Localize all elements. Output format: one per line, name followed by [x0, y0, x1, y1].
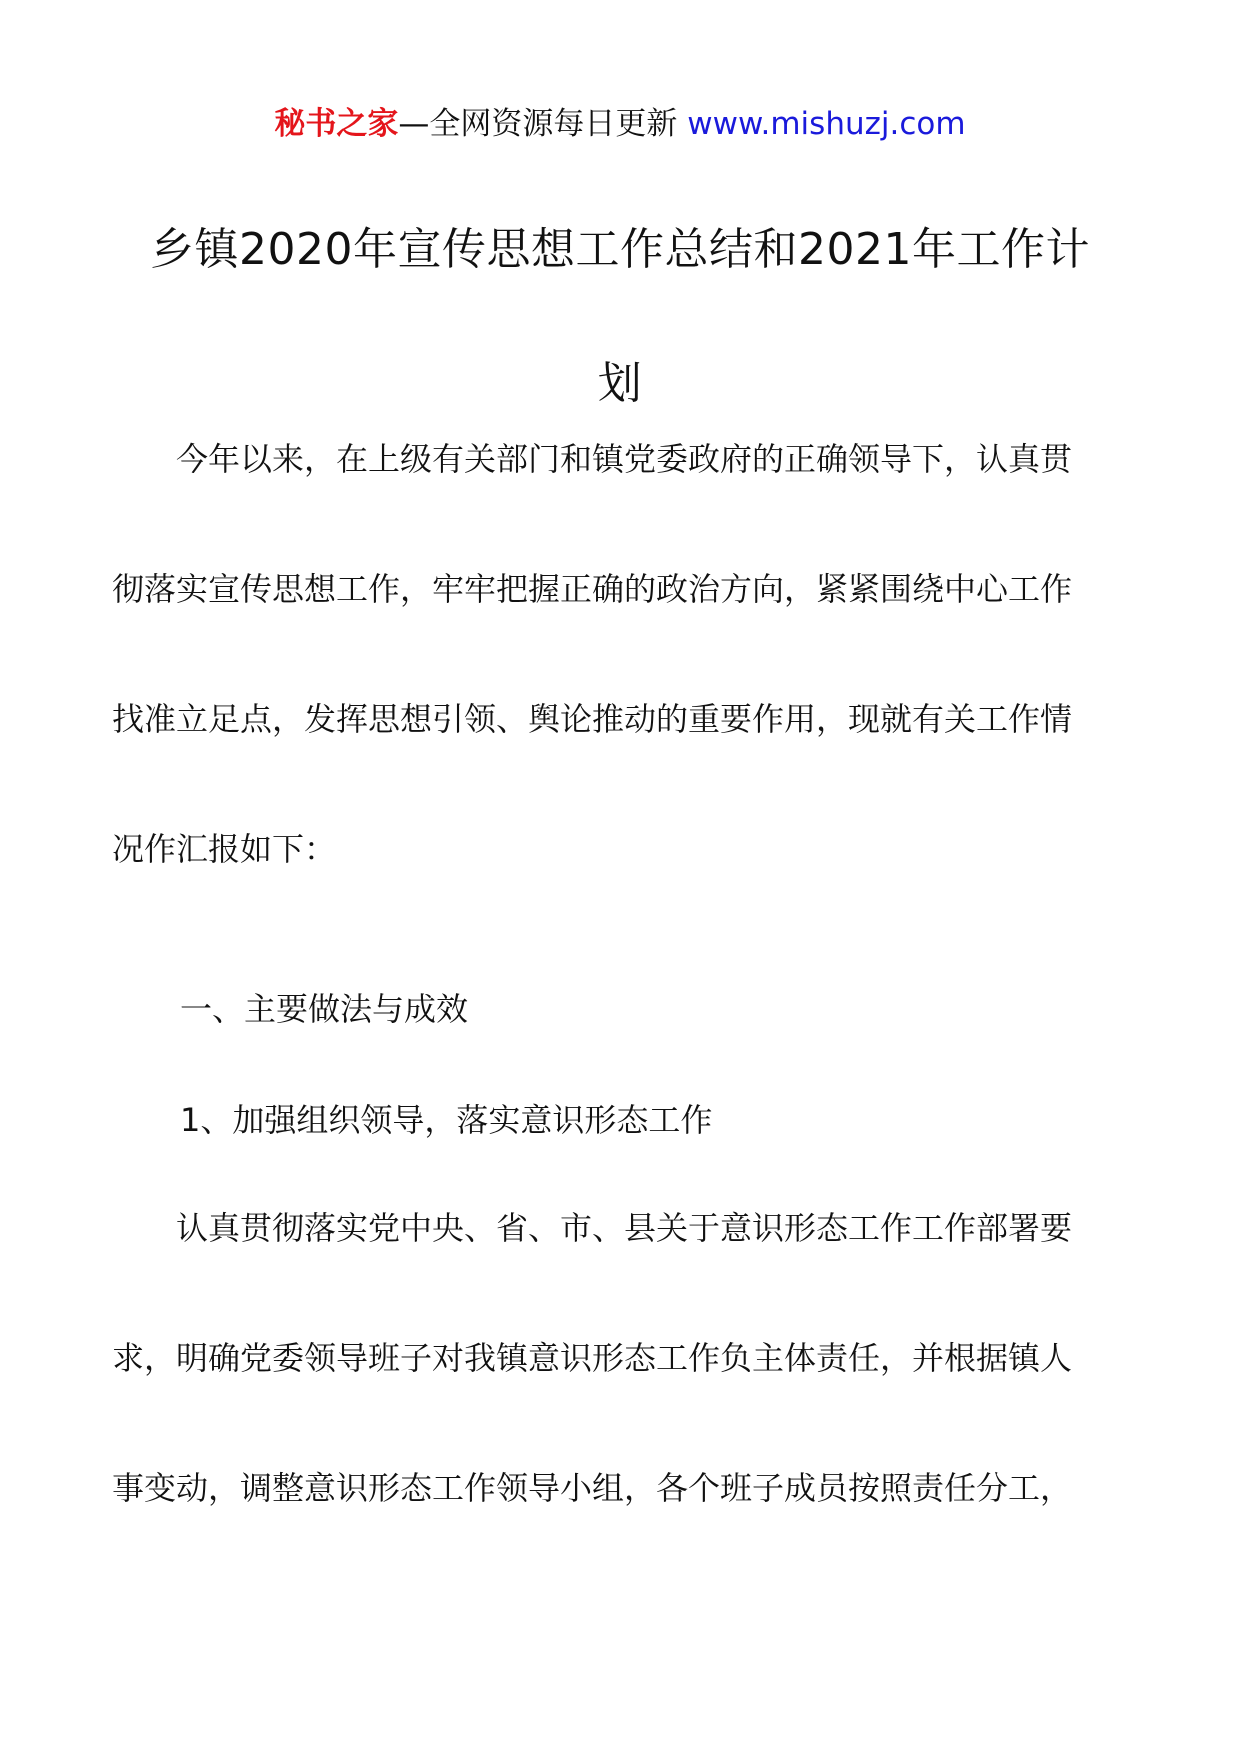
- paragraph-line: 今年以来，在上级有关部门和镇党委政府的正确领导下，认真贯: [112, 440, 1073, 478]
- paragraph-line: 事变动，调整意识形态工作领导小组，各个班子成员按照责任分工，: [112, 1469, 1073, 1507]
- paragraph-line: 彻落实宣传思想工作，牢牢把握正确的政治方向，紧紧围绕中心工作: [112, 570, 1073, 608]
- site-url-link[interactable]: www.mishuzj.com: [687, 106, 966, 142]
- intro-paragraph: [112, 394, 1128, 914]
- paragraph-line: 认真贯彻落实党中央、省、市、县关于意识形态工作工作部署要: [112, 1209, 1073, 1247]
- title-line: 划: [597, 358, 643, 409]
- subsection-heading: 1、加强组织领导，落实意识形态工作: [180, 1101, 713, 1139]
- title-line: 乡镇2020年宣传思想工作总结和2021年工作计: [150, 224, 1090, 275]
- site-header: [0, 100, 1240, 148]
- body-paragraph: [112, 1163, 1128, 1553]
- brand-name: 秘书之家: [274, 106, 399, 142]
- section-heading: 一、主要做法与成效: [180, 990, 469, 1028]
- paragraph-line: 况作汇报如下：: [112, 830, 337, 868]
- header-tagline: —全网资源每日更新: [398, 106, 688, 142]
- paragraph-line: 找准立足点，发挥思想引领、舆论推动的重要作用，现就有关工作情: [112, 700, 1073, 738]
- paragraph-line: 求，明确党委领导班子对我镇意识形态工作负主体责任，并根据镇人: [112, 1339, 1073, 1377]
